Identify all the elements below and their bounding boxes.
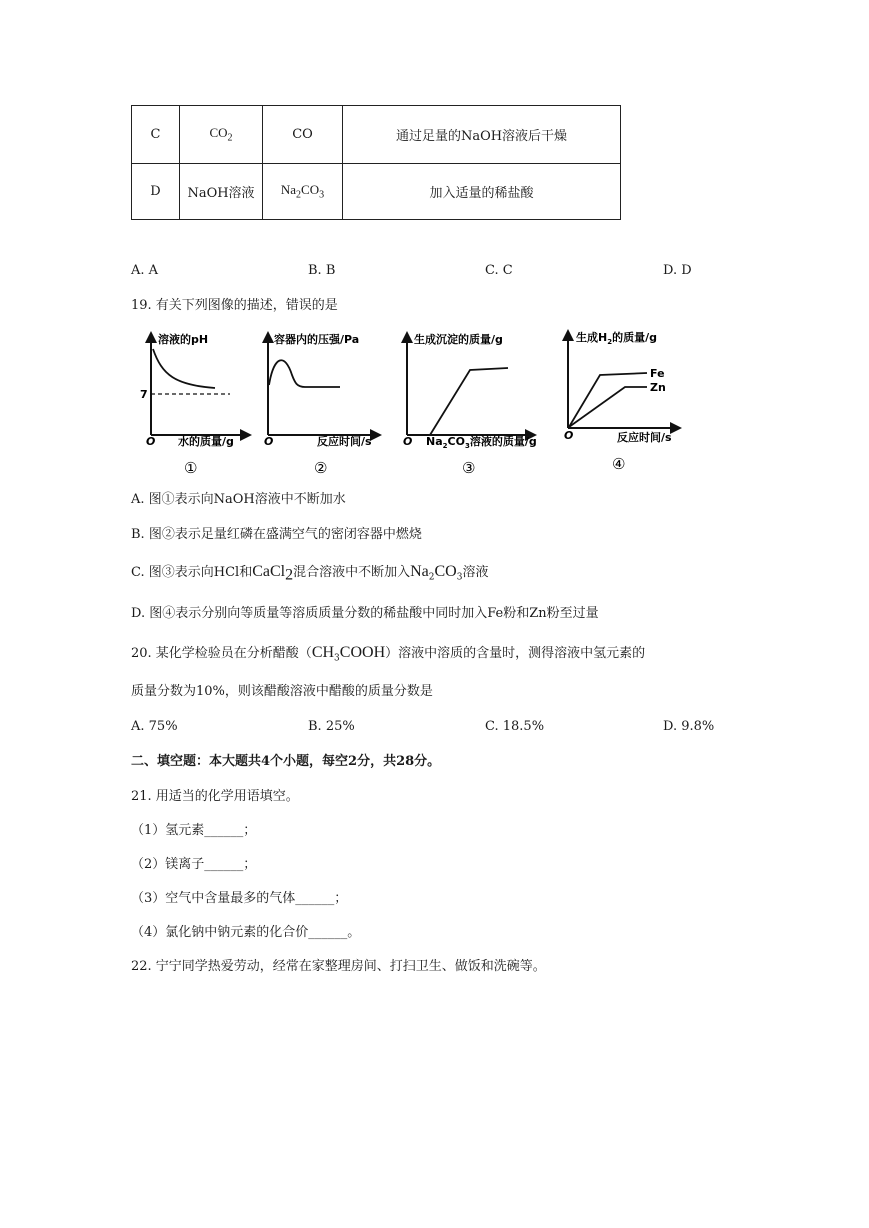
q19-option-d: D. 图④表示分别向等质量等溶质质量分数的稀盐酸中同时加入Fe粉和Zn粉至过量	[131, 606, 599, 621]
graph-1-number: ①	[184, 459, 198, 477]
question-21-stem: 21. 用适当的化学用语填空。	[131, 789, 299, 804]
graph-2-number: ②	[314, 459, 328, 477]
table-row	[132, 164, 621, 220]
option-b: B. B	[308, 263, 336, 278]
table-row	[132, 106, 621, 164]
option-a: A. A	[131, 263, 159, 278]
impurity-cell: CO	[263, 106, 343, 164]
graph-1-curve	[153, 349, 215, 388]
graph-3-number: ③	[462, 459, 476, 477]
graph-4	[564, 330, 680, 473]
section-heading: 二、填空题：本大题共4个小题，每空2分，共28分。	[131, 754, 441, 769]
q21-item-4: （4）氯化钠中钠元素的化合价______。	[131, 925, 361, 940]
question-20-stem: 20. 某化学检验员在分析醋酸$(CH_3COOH)$溶液中溶质的含量时，测得溶液中氢元素的	[131, 644, 646, 664]
q19-option-c: C. 图③表示向HCl和CaCl$_2$混合溶液中不断加入$Na_2CO_3$溶液	[131, 563, 489, 584]
q19-graphs	[140, 325, 700, 480]
question-19-stem: 19. 有关下列图像的描述，错误的是	[131, 298, 338, 313]
graph-1-xlabel: 水的质量/g	[178, 435, 234, 448]
substance-cell: $CO_2$	[180, 106, 263, 164]
graph-3-ylabel: 生成沉淀的质量/g	[414, 333, 503, 346]
graph-1-ylabel: 溶液的pH	[158, 333, 209, 346]
graph-2-ylabel: 容器内的压强/Pa	[274, 333, 360, 346]
q19-option-a: A. 图①表示向NaOH溶液中不断加水	[131, 492, 346, 507]
graph-4-fe-label: Fe	[650, 367, 665, 380]
q20-option-d: D. 9.8%	[663, 719, 715, 734]
q21-item-2: （2）镁离子______；	[131, 857, 257, 872]
graph-3-curve	[430, 368, 508, 435]
graph-4-zn-label: Zn	[650, 381, 666, 394]
options-table	[131, 105, 621, 220]
row-letter: D	[132, 164, 180, 220]
option-c: C. C	[485, 263, 513, 278]
q21-item-1: （1）氢元素______；	[131, 823, 257, 838]
method-cell: 通过足量的NaOH溶液后干燥	[343, 106, 621, 164]
graph-3-xlabel: $Na_2CO_3$溶液的质量/g	[426, 435, 537, 450]
q19-option-b: B. 图②表示足量红磷在盛满空气的密闭容器中燃烧	[131, 527, 422, 542]
graph-4-origin: O	[564, 429, 574, 442]
graph-3-origin: O	[403, 435, 413, 448]
graph-4-xlabel: 反应时间/s	[617, 431, 672, 444]
question-20-line2: 质量分数为10%，则该醋酸溶液中醋酸的质量分数是	[131, 684, 433, 699]
graph-4-number: ④	[612, 455, 626, 473]
row-letter: C	[132, 106, 180, 164]
graph-1	[140, 332, 250, 477]
option-d: D. D	[663, 263, 692, 278]
q20-option-b: B. 25%	[308, 719, 355, 734]
graph-2	[264, 332, 380, 477]
q20-option-c: C. 18.5%	[485, 719, 545, 734]
graph-3	[403, 332, 537, 477]
impurity-cell: $Na_2CO_3$	[263, 164, 343, 220]
graph-1-origin: O	[146, 435, 156, 448]
graph-2-xlabel: 反应时间/s	[317, 435, 372, 448]
substance-cell: NaOH溶液	[180, 164, 263, 220]
q20-option-a: A. 75%	[131, 719, 178, 734]
graph-2-origin: O	[264, 435, 274, 448]
q21-item-3: （3）空气中含量最多的气体______；	[131, 891, 348, 906]
graph-1-ytick: 7	[140, 388, 148, 401]
graph-4-ylabel: 生成$H_2$的质量/g	[576, 331, 657, 346]
question-22-stem: 22. 宁宁同学热爱劳动，经常在家整理房间、打扫卫生、做饭和洗碗等。	[131, 959, 546, 974]
method-cell: 加入适量的稀盐酸	[343, 164, 621, 220]
graph-2-curve	[269, 360, 340, 387]
